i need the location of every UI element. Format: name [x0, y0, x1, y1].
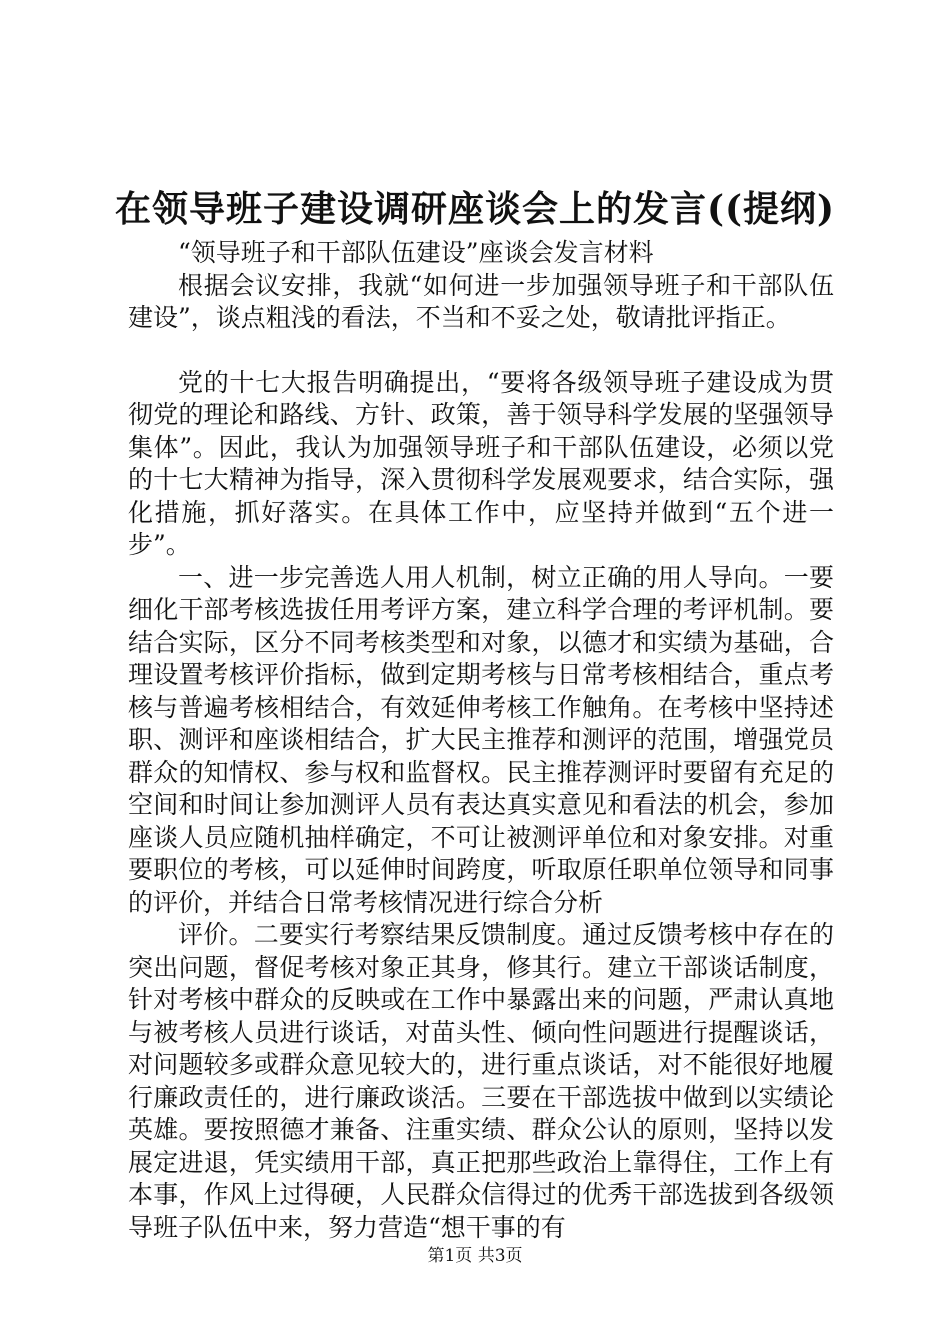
document-body	[128, 237, 834, 1244]
document-title: 在领导班子建设调研座谈会上的发言((提纲)	[114, 188, 836, 230]
paragraph-evaluation: 评价。二要实行考察结果反馈制度。通过反馈考核中存在的突出问题，督促考核对象正其身，修其行。建立干部谈话制度，针对考核中群众的反映或在工作中暴露出来的问题，严肃认真地与被考核人员进行谈话，对苗头性、倾向性问题进行提醒谈话，对问题较多或群众意见较大的，进行重点谈话，对不能很好地履行廉政责任的，进行廉政谈活。三要在干部选拔中做到以实绩论英雄。要按照德才兼备、注重实绩、群众公认的原则，坚持以发展定进退，凭实绩用干部，真正把那些政治上靠得住，工作上有本事，作风上过得硬，人民群众信得过的优秀干部选拔到各级领导班子队伍中来，努力营造“想干事的有	[128, 920, 834, 1242]
paragraph-section-one: 一、进一步完善选人用人机制，树立正确的用人导向。一要细化干部考核选拔任用考评方案，建立科学合理的考评机制。要结合实际，区分不同考核类型和对象，以德才和实绩为基础，合理设置考核评价指标，做到定期考核与日常考核相结合，重点考核与普遍考核相结合，有效延伸考核工作触角。在考核中坚持述职、测评和座谈相结合，扩大民主推荐和测评的范围，增强党员群众的知情权、参与权和监督权。民主推荐测评时要留有充足的空间和时间让参加测评人员有表达真实意见和看法的机会，参加座谈人员应随机抽样确定，不可让被测评单位和对象安排。对重要职位的考核，可以延伸时间跨度，听取原任职单位领导和同事的评价，并结合日常考核情况进行综合分析	[128, 562, 834, 917]
paragraph-subtitle: “领导班子和干部队伍建设”座谈会发言材料	[178, 238, 654, 267]
paragraph-intro: 根据会议安排，我就“如何进一步加强领导班子和干部队伍建设”，谈点粗浅的看法，不当和不妥之处，敬请批评指正。	[128, 270, 834, 332]
paragraph-report: 党的十七大报告明确提出，“要将各级领导班子建设成为贯彻党的理论和路线、方针、政策，善于领导科学发展的坚强领导集体”。因此，我认为加强领导班子和干部队伍建设，必须以党的十七大精神为指导，深入贯彻科学发展观要求，结合实际，强化措施，抓好落实。在具体工作中，应坚持并做到“五个进一步”。	[128, 367, 834, 559]
page-number-footer: 第1页 共3页	[427, 1246, 523, 1266]
